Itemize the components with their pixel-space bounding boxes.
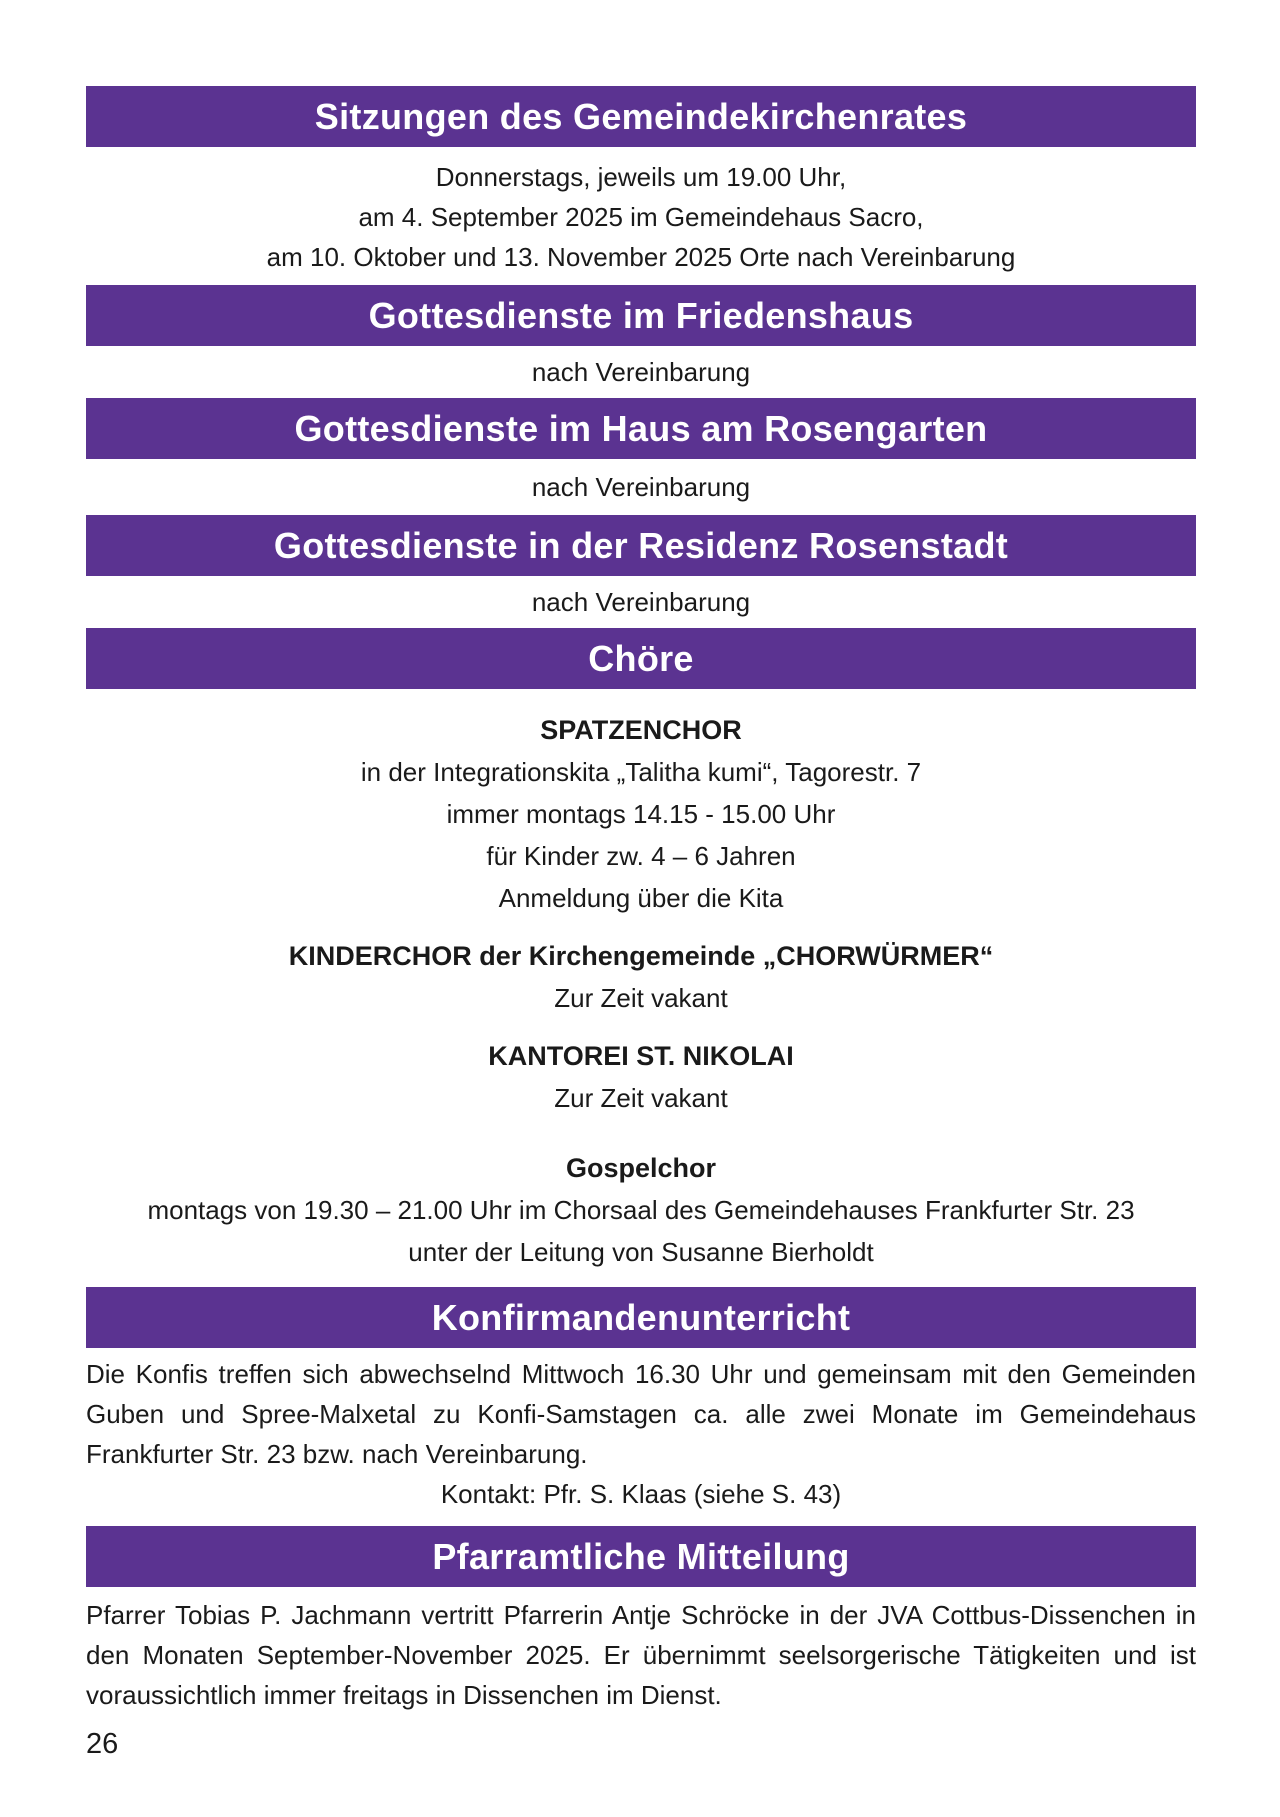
section-header-konfirmanden: Konfirmandenunterricht (86, 1287, 1196, 1348)
page-content (86, 86, 1196, 1715)
konfirmanden-body (86, 1348, 1196, 1514)
sitzungen-line: am 10. Oktober und 13. November 2025 Orte nach Vereinbarung (266, 242, 1016, 272)
kinderchor-name: KINDERCHOR der Kirchengemeinde „CHORWÜRMER“ (288, 941, 994, 971)
gospelchor-line: unter der Leitung von Susanne Bierholdt (408, 1237, 874, 1267)
section-header-mitteilung: Pfarramtliche Mitteilung (86, 1526, 1196, 1587)
mitteilung-body (86, 1587, 1196, 1715)
sitzungen-line: am 4. September 2025 im Gemeindehaus Sacro, (358, 202, 924, 232)
mitteilung-text: Pfarrer Tobias P. Jachmann vertritt Pfarrerin Antje Schröcke in der JVA Cottbus-Dissenchen in den Monaten September-November 2025. Er übernimmt seelsorgerische Tätigkeiten und ist voraussichtlich immer freitags in Dissenchen im Dienst. (86, 1600, 1196, 1710)
section-header-sitzungen: Sitzungen des Gemeindekirchenrates (86, 86, 1196, 147)
konfirmanden-text: Die Konfis treffen sich abwechselnd Mittwoch 16.30 Uhr und gemeinsam mit den Gemeinden Guben und Spree-Malxetal zu Konfi-Samstagen ca. alle zwei Monate im Gemeindehaus Frankfurter Str. 23 bzw. nach Vereinbarung. (86, 1359, 1196, 1469)
section-header-choere: Chöre (86, 628, 1196, 689)
spatzenchor-line: immer montags 14.15 - 15.00 Uhr (446, 799, 836, 829)
spatzenchor-line: Anmeldung über die Kita (498, 883, 784, 913)
konfirmanden-kontakt: Kontakt: Pfr. S. Klaas (siehe S. 43) (440, 1479, 842, 1509)
spatzenchor-line: für Kinder zw. 4 – 6 Jahren (486, 841, 796, 871)
sitzungen-body (86, 147, 1196, 285)
spatzenchor-line: in der Integrationskita „Talitha kumi“, Tagorestr. 7 (360, 757, 922, 787)
choere-body (86, 689, 1196, 1273)
friedenshaus-text: nach Vereinbarung (531, 357, 751, 387)
residenz-text: nach Vereinbarung (531, 587, 751, 617)
section-header-friedenshaus: Gottesdienste im Friedenshaus (86, 285, 1196, 346)
sitzungen-line: Donnerstags, jeweils um 19.00 Uhr, (435, 162, 847, 192)
kantorei-text: Zur Zeit vakant (554, 1083, 728, 1113)
rosengarten-text: nach Vereinbarung (531, 472, 751, 502)
section-header-residenz: Gottesdienste in der Residenz Rosenstadt (86, 515, 1196, 576)
section-header-rosengarten: Gottesdienste im Haus am Rosengarten (86, 398, 1196, 459)
gospelchor-line: montags von 19.30 – 21.00 Uhr im Chorsaal des Gemeindehauses Frankfurter Str. 23 (147, 1195, 1135, 1225)
kinderchor-text: Zur Zeit vakant (554, 983, 728, 1013)
kantorei-name: KANTOREI ST. NIKOLAI (488, 1041, 794, 1071)
gospelchor-name: Gospelchor (565, 1153, 717, 1183)
page-number: 26 (86, 1728, 119, 1760)
spatzenchor-name: SPATZENCHOR (540, 715, 742, 745)
